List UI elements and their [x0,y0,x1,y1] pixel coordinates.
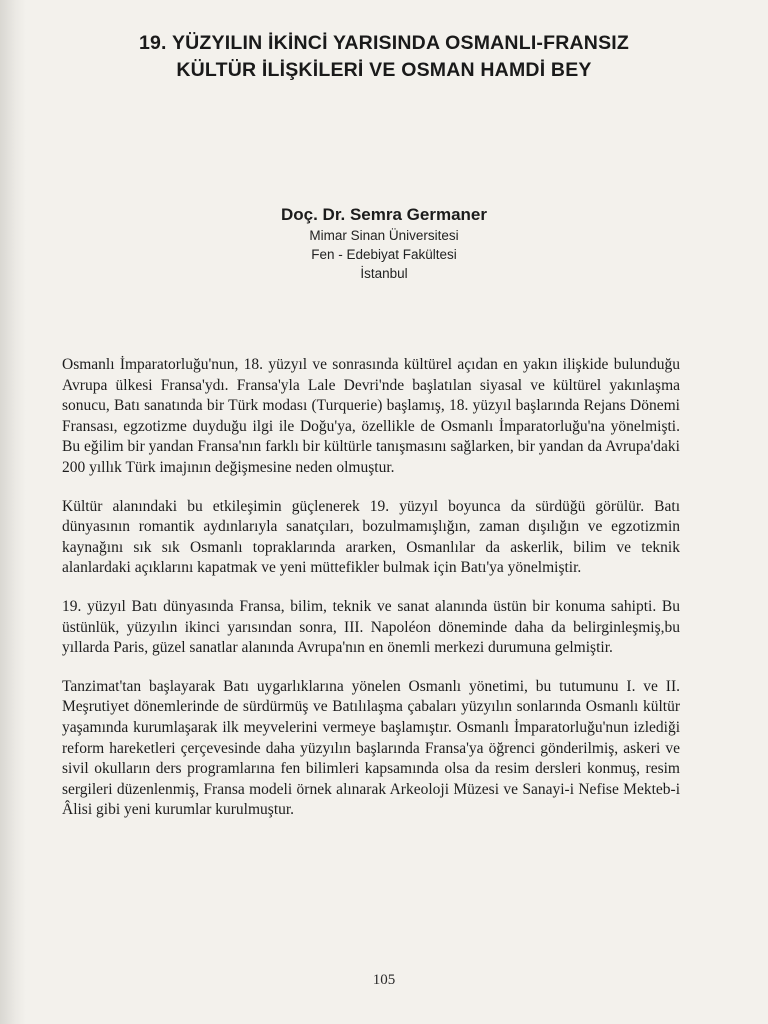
article-body [62,355,680,839]
body-paragraph-1: Osmanlı İmparatorluğu'nun, 18. yüzyıl ve sonrasında kültürel açıdan en yakın ilişkide bulunduğu Avrupa ülkesi Fransa'ydı. Fransa'yla Lale Devri'nde başlatılan siyasal ve kültürel yakınlaşma sonucu, Batı sanatında bir Türk modası (Turquerie) başlamış, 18. yüzyıl başlarında Rejans Dönemi Fransası, egzotizme duyduğu ilgi ile Doğu'ya, özellikle de Osmanlı İmparatorluğu'na yönelmişti. Bu eğilim bir yandan Fransa'nın farklı bir kültürle tanışmasını sağlarken, bir yandan da Avrupa'daki 200 yıllık Türk imajının değişmesine neden olmuştur. [62,356,680,476]
author-university: Mimar Sinan Üniversitesi [309,228,459,243]
page-edge-shadow [0,0,26,1024]
article-title [40,30,728,84]
page-number: 105 [372,972,396,988]
body-paragraph-2: Kültür alanındaki bu etkileşimin güçlenerek 19. yüzyıl boyunca da sürdüğü görülür. Batı dünyasının romantik aydınlarıyla sanatçıları, bozulmamışlığın, zaman dışılığın ve egzotizmin kaynağını sık sık Osmanlı topraklarında ararken, Osmanlılar da askerlik, bilim ve teknik alanlardaki açıklarını kapatmak ve yeni müttefikler bulmak için Batı'ya yönelmiştir. [62,497,680,577]
article-title-line-1: 19. YÜZYILIN İKİNCİ YARISINDA OSMANLI-FRANSIZ [138,32,630,54]
author-name: Doç. Dr. Semra Germaner [281,205,487,224]
author-faculty: Fen - Edebiyat Fakültesi [311,247,457,262]
body-paragraph-4: Tanzimat'tan başlayarak Batı uygarlıklarına yönelen Osmanlı yönetimi, bu tutumunu I. ve II. Meşrutiyet dönemlerinde de sürdürmüş ve Batılılaşma çabaları yüzyılın sonlarında Osmanlı kültür yaşamında kurumlaşarak ilk meyvelerini vermeye başlamıştır. Osmanlı İmparatorluğu'nun izlediği reform hareketleri çerçevesinde daha yüzyılın başlarında Fransa'ya öğrenci gönderilmiş, askeri ve sivil okulların ders programlarına fen bilimleri kapsamında olsa da resim dersleri konmuş, resim sergileri düzenlenmiş, Fransa modeli örnek alınarak Arkeoloji Müzesi ve Sanayi-i Nefise Mekteb-i Âlisi gibi yeni kurumlar kurulmuştur. [62,677,680,819]
body-paragraph-3: 19. yüzyıl Batı dünyasında Fransa, bilim, teknik ve sanat alanında üstün bir konuma sahipti. Bu üstünlük, yüzyılın ikinci yarısından sonra, III. Napoléon döneminde daha da belirginleşmiş,bu yıllarda Paris, güzel sanatlar alanında Avrupa'nın en önemli merkezi durumuna gelmiştir. [62,597,680,657]
author-city: İstanbul [360,266,408,281]
author-block [200,204,568,283]
article-title-line-2: KÜLTÜR İLİŞKİLERİ VE OSMAN HAMDİ BEY [176,59,592,81]
